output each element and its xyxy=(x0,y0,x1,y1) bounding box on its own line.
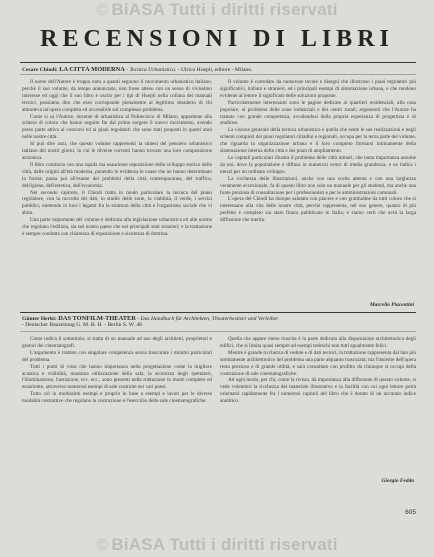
review1-book-title: LA CITTÀ MODERNA xyxy=(59,66,125,73)
section-title: RECENSIONI DI LIBRI xyxy=(40,26,394,52)
review1-rule xyxy=(20,74,416,75)
watermark-top xyxy=(0,0,434,20)
review1-column-right xyxy=(220,79,416,301)
review2-rule xyxy=(20,331,416,332)
copyright-symbol: © xyxy=(96,2,109,19)
page-number: 605 xyxy=(405,509,416,516)
paragraph: Particolarmente interessanti sono le pagine dedicate ai quartieri residenziali, alla casa popolare, al problema delle zone industriali e dei centri rurali; argomenti che l'Autore ha trattato con grande competenza, avvalendosi della propria esperienza di progettista e di studioso. xyxy=(220,99,416,127)
paragraph: Mentre è grande ricchezza di vedute e di dati tecnici, la trattazione rappresenta dal lato più strettamente architettonico del problema una parte alquanto trascurata; ma l'insieme dell'opera resta prezioso e di grande utilità, e sarà consultato con profitto da chiunque si occupi della costruzione di sale cinematografiche. xyxy=(220,349,416,377)
review-separator xyxy=(20,312,416,313)
paragraph: Come si sa l'Autore, docente di urbanistica al Politecnico di Milano, appartiene alla schiera di coloro che hanno seguito fin dal primo sorgere il nuovo movimento, avendo preso parte attiva ai concorsi ed ai piani regolatori che sono stati proposti in questi anni nelle nostre città. xyxy=(22,113,212,141)
review1-publisher: - Ulrico Hoepli, editore - Milano. xyxy=(177,67,253,73)
paragraph: Una parte importante del volume è dedicata alla legislazione urbanistica ed alle norme che regolano l'edilizia, sia nel nostro paese che nei principali stati stranieri; e la trattazione è sempre condotta con chiarezza di esposizione e sicurezza di dottrina. xyxy=(22,217,212,237)
paragraph: Ad ogni modo, per chi, come la rivista, dà importanza alla diffusione di questo volume, si vede volentieri la ricchezza del materiale illustrativo e la facilità con cui ogni lettore potrà orientarsi rapidamente fra i numerosi capitoli del libro che è dotato di un accurato indice analitico. xyxy=(220,377,416,405)
paragraph: Come indica il sottotitolo, si tratta di un manuale ad uso degli architetti, proprietari e gestori dei cinematografi. xyxy=(22,336,212,349)
review1-signature: Marcello Piacentini xyxy=(369,302,414,308)
review1-subtitle: - Tecnica Urbanistica. xyxy=(126,67,177,73)
paragraph: Il volume è corredato da numerose tavole e disegni che illustrano i piani regolatori più significativi, italiani e stranieri, ed i principali esempi di sistemazione urbana, e che rendono evidente al lettore il significato delle soluzioni proposte. xyxy=(220,79,416,99)
review2-publisher: - Deutscher Bauzeitung G. M. B. H. - Berlin S. W. 48. xyxy=(22,322,144,328)
review2-signature: Giorgio Fedda xyxy=(381,478,414,484)
review2-heading-line2 xyxy=(22,322,414,329)
paragraph: Nel secondo capitolo, il Chiodi tratta in modo particolare la tecnica del piano regolatore, con la raccolta dei dati, lo studio delle zone, la viabilità, il verde, i servizi pubblici, mettendo in luce i legami fra la struttura della città e l'organismo sociale che vi abita. xyxy=(22,189,212,217)
copyright-symbol: © xyxy=(96,537,109,554)
review1-column-left xyxy=(22,79,212,308)
paragraph: L'opera del Chiodi ha dunque salutato con piacere e con gratitudine da tutti coloro che si interessano alla vita delle nostre città, perchè rappresenta, nel suo genere, quanto di più perfetto e completo sia stato finora pubblicato in Italia; e siamo certi che avrà la larga diffusione che merita. xyxy=(220,196,416,224)
paragraph: L'argomento è trattato con singolare competenza senza trascurare i minimi particolari del problema. xyxy=(22,349,212,363)
review2-column-right xyxy=(220,336,416,476)
paragraph: Quella che appare meno riuscita è la parte dedicata alla disposizione architettonica degli edifici, che si limita quasi sempre ad esempi tedeschi non tutti egualmente felici. xyxy=(220,336,416,349)
review1-heading xyxy=(22,66,414,74)
review1-author: Cesare Chiodi: xyxy=(22,67,58,73)
paragraph: Si può dire anzi, che questo volume rappresenti la sintesi del pensiero urbanistico italiano dei nostri giorni, in cui le diverse correnti hanno trovato una loro composizione armonica. xyxy=(22,141,212,161)
paragraph: Tutti i punti di vista che hanno importanza nella progettazione come la migliore acustica e visibilità, massima utilizzazione della sala, la sicurezza degli spettatori, l'illuminazione, l'aerazione, ecc. ecc., sono presenti nella trattazione in modo completo ed esauriente, attraverso numerosi esempi di sale costruite nei vari paesi. xyxy=(22,363,212,391)
watermark-text: BiASA Tutti i diritti riservati xyxy=(111,0,338,19)
watermark-text: BiASA Tutti i diritti riservati xyxy=(111,535,338,554)
paragraph: Il nome dell'Autore è troppo noto a quanti seguono il movimento urbanistico italiano, perchè il suo volume, da tempo annunciato, non fosse atteso con un senso di vivissimo interesse ed oggi che il suo libro è uscito per i tipi di Hoepli nella collana dei manuali tecnici, possiamo dire che esso corrisponde pienamente al legittimo desiderio di chi attendeva un'opera completa ed accessibile sul complesso problema. xyxy=(22,79,212,113)
review2-subtitle: - Das Handbuch für Architekten, Theaterbesitzer und Verleiher xyxy=(137,316,279,322)
paragraph: La ricchezza delle illustrazioni, anche con una scelta attenta e con una larghezza veramente eccezionale, fa di questo libro non solo un manuale per gli studenti, ma anche una fonte preziosa di consultazione per i professionisti e per le amministrazioni comunali. xyxy=(220,175,416,196)
watermark-bottom xyxy=(0,535,434,555)
paragraph: Il libro comincia con una rapida ma esauriente esposizione dello sviluppo storico delle città, dalle origini all'età moderna, ponendo in evidenza le cause che ne hanno determinato la forma; passa poi all'esame dei problemi della città contemporanea, del traffico, dell'igiene, dell'estetica, dell'economia. xyxy=(22,161,212,189)
title-rule xyxy=(20,62,416,63)
paragraph: La visione generale della tecnica urbanistica è quella che sente le sue realizzazioni e negli schemi compiuti dei piani regolatori cittadini e regionali, occupa per la terza parte del volume, che riguarda la organizzazione urbana e il loro completo formarsi intimamente della sistemazione interna delle città e dei piani di ampliamento. xyxy=(220,127,416,155)
paragraph: Le capitali particolari illustra il problema delle città minori, che tanta importanza assume da noi, dove la popolazione è diffusa in numerosi centri di media grandezza, e ne indica i mezzi per un ordinato sviluppo. xyxy=(220,154,416,175)
review2-column-left xyxy=(22,336,212,501)
paragraph: Tutto ciò in moltissimi esempi e proprio in base a esempi e lavori per le diverse modalità costruttive che regolano la costruzione e l'esercizio delle sale cinematografiche. xyxy=(22,391,212,405)
review2-author: Günter Herkt: xyxy=(22,316,57,322)
review2-book-title: DAS TONFILM-THEATER xyxy=(58,315,136,322)
